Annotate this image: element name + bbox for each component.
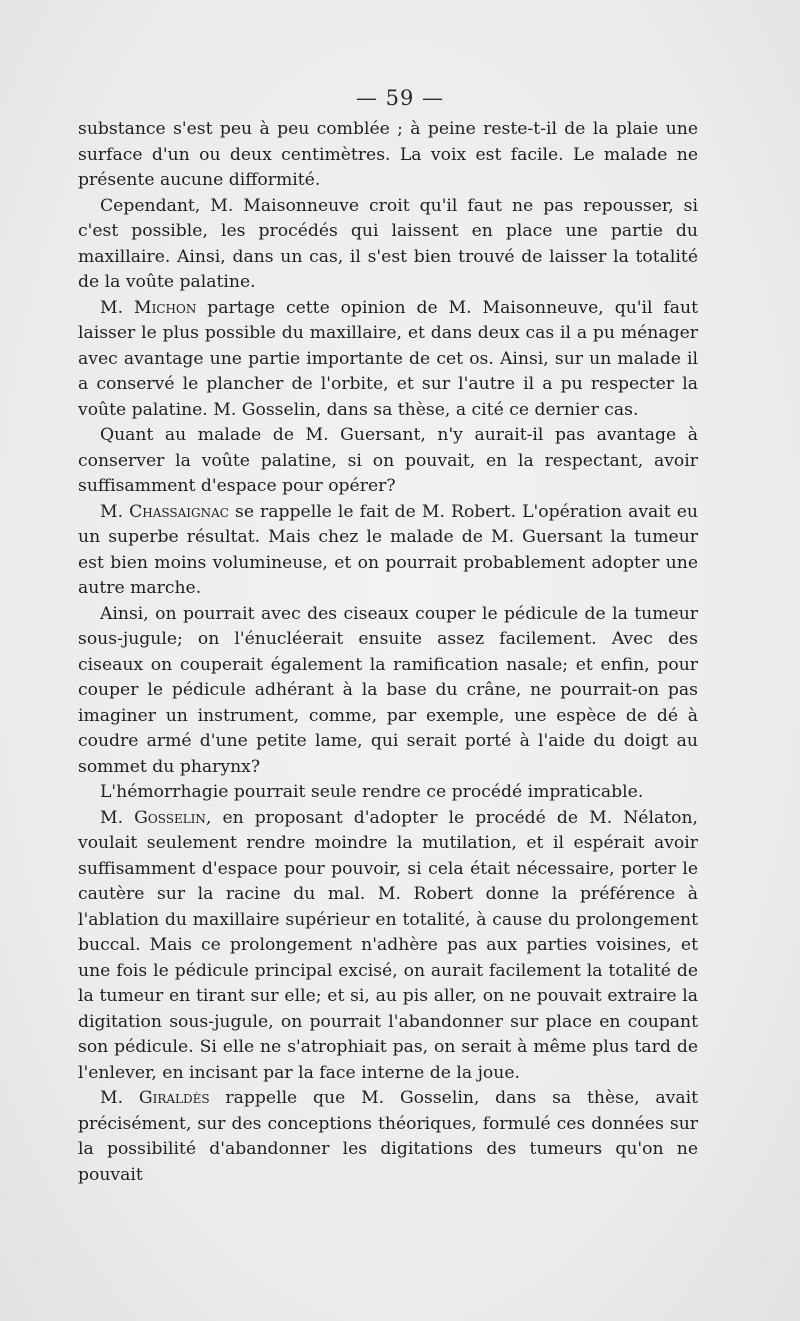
speaker-prefix: M.: [100, 1088, 139, 1108]
paragraph-text: Cependant, M. Maisonneuve croit qu'il faut ne pas repousser, si c'est possible, les procédés qui laissent en place une partie du maxillaire. Ainsi, dans un cas, il s'est bien trouvé de laisser la totalité de la voûte palatine.: [78, 195, 698, 292]
paragraph: [78, 423, 698, 500]
speaker-prefix: M.: [100, 807, 135, 828]
speaker-name: Giraldès: [138, 1088, 210, 1108]
paragraph-text: se rappelle le fait de M. Robert. L'opération avait eu un superbe résultat. Mais chez le malade de M. Guersant la tumeur est bien moins volumineuse, et on pourrait probablement adopter une autre marche.: [78, 501, 698, 598]
paragraph: [78, 194, 698, 296]
paragraph-text: L'hémorrhagie pourrait seule rendre ce procédé impraticable.: [100, 782, 644, 802]
paragraph-text: Quant au malade de M. Guersant, n'y aurait-il pas avantage à conserver la voûte palatine, si on pouvait, en la respectant, avoir suffisamment d'espace pour opérer?: [78, 425, 698, 496]
paragraph: [78, 602, 698, 781]
paragraph-text: substance s'est peu à peu comblée ; à peine reste-t-il de la plaie une surface d'un ou deux centimètres. La voix est facile. Le malade ne présente aucune difformité.: [78, 119, 698, 190]
paragraph: [78, 780, 698, 806]
speaker-prefix: M.: [100, 297, 134, 318]
body-text: [78, 117, 698, 1188]
paragraph: [78, 1086, 698, 1188]
paragraph-text: rappelle que M. Gosselin, dans sa thèse, avait précisément, sur des conceptions théoriques, formulé ces données sur la possibilité d'abandonner les digitations des tumeurs qu'on ne pouvait: [78, 1088, 698, 1185]
speaker-prefix: M.: [100, 501, 130, 522]
paragraph: [78, 296, 698, 424]
speaker-name: Michon: [134, 297, 197, 318]
paragraph-text: partage cette opinion de M. Maisonneuve, qu'il faut laisser le plus possible du maxillaire, et dans deux cas il a pu ménager avec avantage une partie importante de cet os. Ainsi, sur un malade il a conservé le plancher de l'orbite, et sur l'autre il a pu respecter la voûte palatine. M. Gosselin, dans sa thèse, a cité ce dernier cas.: [78, 297, 698, 420]
paragraph: [78, 500, 698, 602]
paragraph: [78, 806, 698, 1087]
page-number: — 59 —: [355, 86, 445, 110]
paragraph-text: Ainsi, on pourrait avec des ciseaux couper le pédicule de la tumeur sous-jugule; on l'énucléerait ensuite assez facilement. Avec des ciseaux on couperait également la ramification nasale; et enfin, pour couper le pédicule adhérant à la base du crâne, ne pourrait-on pas imaginer un instrument, comme, par exemple, une espèce de dé à coudre armé d'une petite lame, qui serait porté à l'aide du doigt au sommet du pharynx?: [78, 603, 698, 777]
paragraph-text: , en proposant d'adopter le procédé de M. Nélaton, voulait seulement rendre moindre la mutilation, et il espérait avoir suffisamment d'espace pour pouvoir, si cela était nécessaire, porter le cautère sur la racine du mal. M. Robert donne la préférence à l'ablation du maxillaire supérieur en totalité, à cause du prolongement buccal. Mais ce prolongement n'adhère pas aux parties voisines, et une fois le pédicule principal excisé, on aurait facilement la totalité de la tumeur en tirant sur elle; et si, au pis aller, on ne pouvait extraire la digitation sous-jugule, on pourrait l'abandonner sur place en coupant son pédicule. Si elle ne s'atrophiait pas, on serait à même plus tard de l'enlever, en incisant par la face interne de la joue.: [78, 807, 698, 1083]
speaker-name: Chassaignac: [129, 501, 229, 522]
paragraph: [78, 117, 698, 194]
speaker-name: Gosselin: [134, 807, 206, 828]
